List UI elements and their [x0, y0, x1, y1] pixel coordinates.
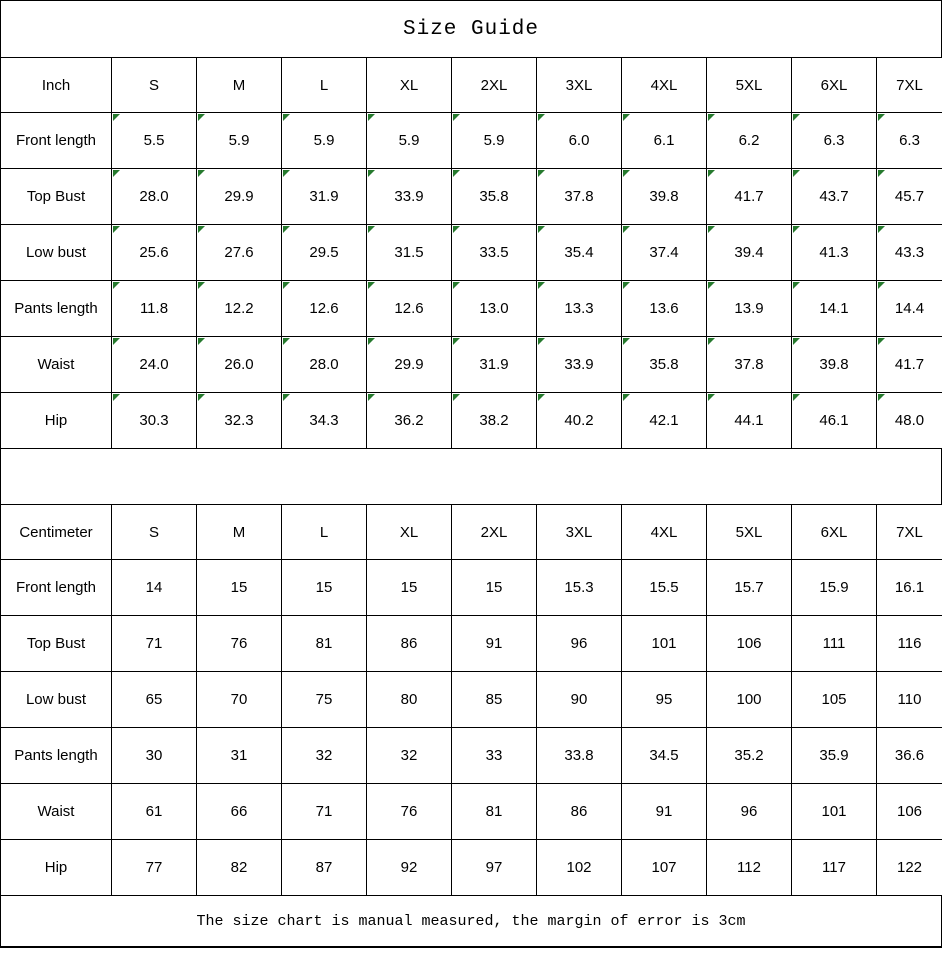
size-value-cell: 32	[282, 728, 367, 784]
row-label: Top Bust	[1, 616, 112, 672]
size-value-cell: 81	[452, 784, 537, 840]
error-marker-icon	[623, 114, 630, 121]
size-value-cell: 5.9	[452, 113, 537, 169]
unit-header: Centimeter	[1, 505, 112, 560]
size-value-cell: 35.8	[622, 337, 707, 393]
size-value-cell: 32.3	[197, 393, 282, 449]
size-value-cell: 86	[367, 616, 452, 672]
row-label: Low bust	[1, 225, 112, 281]
size-value-cell: 101	[622, 616, 707, 672]
size-value-cell: 46.1	[792, 393, 877, 449]
cm-size-table	[0, 504, 942, 896]
size-value-cell: 45.7	[877, 169, 942, 225]
footer-note: The size chart is manual measured, the margin of error is 3cm	[196, 912, 746, 930]
column-header: 2XL	[452, 58, 537, 113]
column-header: L	[282, 505, 367, 560]
size-value-cell: 33.5	[452, 225, 537, 281]
error-marker-icon	[368, 114, 375, 121]
column-header: XL	[367, 58, 452, 113]
column-header: M	[197, 58, 282, 113]
size-value-cell: 6.1	[622, 113, 707, 169]
size-value-cell: 31.9	[282, 169, 367, 225]
size-value-cell: 13.6	[622, 281, 707, 337]
size-value-cell: 29.9	[197, 169, 282, 225]
size-value-cell: 36.6	[877, 728, 942, 784]
row-label: Pants length	[1, 281, 112, 337]
size-value-cell: 48.0	[877, 393, 942, 449]
size-value-cell: 34.5	[622, 728, 707, 784]
size-value-cell: 75	[282, 672, 367, 728]
size-value-cell: 6.3	[792, 113, 877, 169]
error-marker-icon	[793, 170, 800, 177]
size-value-cell: 41.7	[707, 169, 792, 225]
error-marker-icon	[198, 338, 205, 345]
error-marker-icon	[538, 338, 545, 345]
column-header: XL	[367, 505, 452, 560]
column-header: S	[112, 58, 197, 113]
size-value-cell: 37.8	[537, 169, 622, 225]
error-marker-icon	[793, 282, 800, 289]
size-value-cell: 14.4	[877, 281, 942, 337]
error-marker-icon	[368, 170, 375, 177]
table-row	[1, 560, 942, 616]
error-marker-icon	[878, 114, 885, 121]
title-row	[0, 0, 942, 57]
size-value-cell: 24.0	[112, 337, 197, 393]
error-marker-icon	[368, 394, 375, 401]
size-value-cell: 15	[282, 560, 367, 616]
size-value-cell: 30	[112, 728, 197, 784]
error-marker-icon	[198, 282, 205, 289]
size-value-cell: 117	[792, 840, 877, 896]
size-value-cell: 35.9	[792, 728, 877, 784]
column-header: 5XL	[707, 58, 792, 113]
table-row	[1, 113, 942, 169]
size-value-cell: 33	[452, 728, 537, 784]
row-label: Low bust	[1, 672, 112, 728]
inch-size-table	[0, 57, 942, 449]
error-marker-icon	[878, 394, 885, 401]
size-value-cell: 25.6	[112, 225, 197, 281]
column-header: 7XL	[877, 58, 942, 113]
header-row	[1, 58, 942, 113]
size-value-cell: 77	[112, 840, 197, 896]
size-value-cell: 35.2	[707, 728, 792, 784]
size-value-cell: 101	[792, 784, 877, 840]
size-value-cell: 30.3	[112, 393, 197, 449]
error-marker-icon	[708, 114, 715, 121]
error-marker-icon	[368, 226, 375, 233]
size-value-cell: 95	[622, 672, 707, 728]
error-marker-icon	[368, 282, 375, 289]
table-row	[1, 169, 942, 225]
size-value-cell: 39.8	[792, 337, 877, 393]
error-marker-icon	[453, 114, 460, 121]
error-marker-icon	[708, 282, 715, 289]
error-marker-icon	[113, 114, 120, 121]
size-value-cell: 122	[877, 840, 942, 896]
column-header: 4XL	[622, 505, 707, 560]
size-value-cell: 14.1	[792, 281, 877, 337]
row-label: Hip	[1, 840, 112, 896]
size-value-cell: 92	[367, 840, 452, 896]
size-value-cell: 76	[197, 616, 282, 672]
size-value-cell: 5.9	[367, 113, 452, 169]
size-value-cell: 5.9	[197, 113, 282, 169]
size-value-cell: 105	[792, 672, 877, 728]
bottom-margin	[0, 948, 942, 952]
size-value-cell: 66	[197, 784, 282, 840]
size-value-cell: 41.3	[792, 225, 877, 281]
size-value-cell: 6.2	[707, 113, 792, 169]
table-row	[1, 784, 942, 840]
size-value-cell: 43.7	[792, 169, 877, 225]
size-value-cell: 12.2	[197, 281, 282, 337]
row-label: Pants length	[1, 728, 112, 784]
page-title: Size Guide	[402, 17, 540, 41]
size-value-cell: 35.8	[452, 169, 537, 225]
size-value-cell: 116	[877, 616, 942, 672]
size-value-cell: 33.9	[367, 169, 452, 225]
size-value-cell: 71	[112, 616, 197, 672]
error-marker-icon	[283, 170, 290, 177]
error-marker-icon	[878, 338, 885, 345]
size-value-cell: 112	[707, 840, 792, 896]
size-value-cell: 15.3	[537, 560, 622, 616]
error-marker-icon	[198, 394, 205, 401]
size-value-cell: 40.2	[537, 393, 622, 449]
table-row	[1, 728, 942, 784]
error-marker-icon	[793, 226, 800, 233]
size-value-cell: 5.9	[282, 113, 367, 169]
error-marker-icon	[283, 226, 290, 233]
size-value-cell: 82	[197, 840, 282, 896]
size-value-cell: 42.1	[622, 393, 707, 449]
size-value-cell: 96	[537, 616, 622, 672]
size-value-cell: 100	[707, 672, 792, 728]
footer-row	[0, 896, 942, 948]
size-value-cell: 106	[707, 616, 792, 672]
header-row	[1, 505, 942, 560]
size-value-cell: 5.5	[112, 113, 197, 169]
size-value-cell: 97	[452, 840, 537, 896]
size-value-cell: 71	[282, 784, 367, 840]
size-value-cell: 37.4	[622, 225, 707, 281]
table-row	[1, 393, 942, 449]
size-value-cell: 31.9	[452, 337, 537, 393]
row-label: Top Bust	[1, 169, 112, 225]
size-value-cell: 16.1	[877, 560, 942, 616]
column-header: 6XL	[792, 58, 877, 113]
error-marker-icon	[708, 170, 715, 177]
error-marker-icon	[368, 338, 375, 345]
size-value-cell: 38.2	[452, 393, 537, 449]
row-label: Waist	[1, 337, 112, 393]
size-value-cell: 13.3	[537, 281, 622, 337]
error-marker-icon	[113, 282, 120, 289]
error-marker-icon	[623, 282, 630, 289]
size-value-cell: 111	[792, 616, 877, 672]
size-value-cell: 15	[367, 560, 452, 616]
size-value-cell: 39.8	[622, 169, 707, 225]
table-row	[1, 840, 942, 896]
size-value-cell: 110	[877, 672, 942, 728]
error-marker-icon	[793, 338, 800, 345]
row-label: Front length	[1, 560, 112, 616]
error-marker-icon	[113, 394, 120, 401]
error-marker-icon	[708, 338, 715, 345]
size-value-cell: 107	[622, 840, 707, 896]
column-header: 2XL	[452, 505, 537, 560]
error-marker-icon	[708, 226, 715, 233]
size-value-cell: 80	[367, 672, 452, 728]
size-value-cell: 15.5	[622, 560, 707, 616]
size-value-cell: 39.4	[707, 225, 792, 281]
error-marker-icon	[878, 170, 885, 177]
row-label: Hip	[1, 393, 112, 449]
error-marker-icon	[793, 114, 800, 121]
size-value-cell: 33.9	[537, 337, 622, 393]
error-marker-icon	[538, 170, 545, 177]
table-row	[1, 337, 942, 393]
size-value-cell: 33.8	[537, 728, 622, 784]
error-marker-icon	[453, 394, 460, 401]
error-marker-icon	[198, 114, 205, 121]
error-marker-icon	[283, 114, 290, 121]
table-row	[1, 672, 942, 728]
size-value-cell: 81	[282, 616, 367, 672]
column-header: 6XL	[792, 505, 877, 560]
table-row	[1, 225, 942, 281]
size-value-cell: 27.6	[197, 225, 282, 281]
size-value-cell: 65	[112, 672, 197, 728]
size-value-cell: 41.7	[877, 337, 942, 393]
size-value-cell: 32	[367, 728, 452, 784]
size-value-cell: 34.3	[282, 393, 367, 449]
size-value-cell: 31.5	[367, 225, 452, 281]
error-marker-icon	[453, 282, 460, 289]
size-value-cell: 15.7	[707, 560, 792, 616]
size-value-cell: 6.3	[877, 113, 942, 169]
size-value-cell: 28.0	[282, 337, 367, 393]
size-value-cell: 15.9	[792, 560, 877, 616]
error-marker-icon	[453, 338, 460, 345]
column-header: 3XL	[537, 58, 622, 113]
error-marker-icon	[878, 282, 885, 289]
column-header: S	[112, 505, 197, 560]
size-value-cell: 26.0	[197, 337, 282, 393]
error-marker-icon	[453, 170, 460, 177]
error-marker-icon	[198, 170, 205, 177]
column-header: 5XL	[707, 505, 792, 560]
row-label: Waist	[1, 784, 112, 840]
error-marker-icon	[793, 394, 800, 401]
error-marker-icon	[623, 170, 630, 177]
row-label: Front length	[1, 113, 112, 169]
error-marker-icon	[198, 226, 205, 233]
size-value-cell: 11.8	[112, 281, 197, 337]
error-marker-icon	[623, 226, 630, 233]
size-value-cell: 90	[537, 672, 622, 728]
size-value-cell: 85	[452, 672, 537, 728]
size-value-cell: 28.0	[112, 169, 197, 225]
table-separator	[0, 449, 942, 504]
error-marker-icon	[623, 394, 630, 401]
size-value-cell: 14	[112, 560, 197, 616]
size-value-cell: 76	[367, 784, 452, 840]
unit-header: Inch	[1, 58, 112, 113]
size-value-cell: 102	[537, 840, 622, 896]
column-header: 7XL	[877, 505, 942, 560]
error-marker-icon	[538, 282, 545, 289]
size-value-cell: 35.4	[537, 225, 622, 281]
size-value-cell: 70	[197, 672, 282, 728]
size-value-cell: 96	[707, 784, 792, 840]
error-marker-icon	[113, 338, 120, 345]
size-value-cell: 87	[282, 840, 367, 896]
size-value-cell: 37.8	[707, 337, 792, 393]
column-header: M	[197, 505, 282, 560]
column-header: 4XL	[622, 58, 707, 113]
size-value-cell: 91	[622, 784, 707, 840]
error-marker-icon	[878, 226, 885, 233]
size-value-cell: 61	[112, 784, 197, 840]
size-value-cell: 13.0	[452, 281, 537, 337]
size-value-cell: 31	[197, 728, 282, 784]
error-marker-icon	[283, 282, 290, 289]
error-marker-icon	[623, 338, 630, 345]
size-value-cell: 36.2	[367, 393, 452, 449]
error-marker-icon	[538, 114, 545, 121]
size-value-cell: 91	[452, 616, 537, 672]
size-value-cell: 86	[537, 784, 622, 840]
error-marker-icon	[283, 338, 290, 345]
error-marker-icon	[708, 394, 715, 401]
size-value-cell: 43.3	[877, 225, 942, 281]
error-marker-icon	[113, 170, 120, 177]
size-value-cell: 44.1	[707, 393, 792, 449]
table-row	[1, 616, 942, 672]
table-row	[1, 281, 942, 337]
size-value-cell: 6.0	[537, 113, 622, 169]
error-marker-icon	[538, 226, 545, 233]
column-header: L	[282, 58, 367, 113]
column-header: 3XL	[537, 505, 622, 560]
size-value-cell: 29.9	[367, 337, 452, 393]
size-value-cell: 29.5	[282, 225, 367, 281]
error-marker-icon	[283, 394, 290, 401]
size-value-cell: 12.6	[367, 281, 452, 337]
size-value-cell: 13.9	[707, 281, 792, 337]
error-marker-icon	[113, 226, 120, 233]
size-value-cell: 15	[197, 560, 282, 616]
size-value-cell: 15	[452, 560, 537, 616]
size-value-cell: 106	[877, 784, 942, 840]
size-value-cell: 12.6	[282, 281, 367, 337]
error-marker-icon	[453, 226, 460, 233]
error-marker-icon	[538, 394, 545, 401]
